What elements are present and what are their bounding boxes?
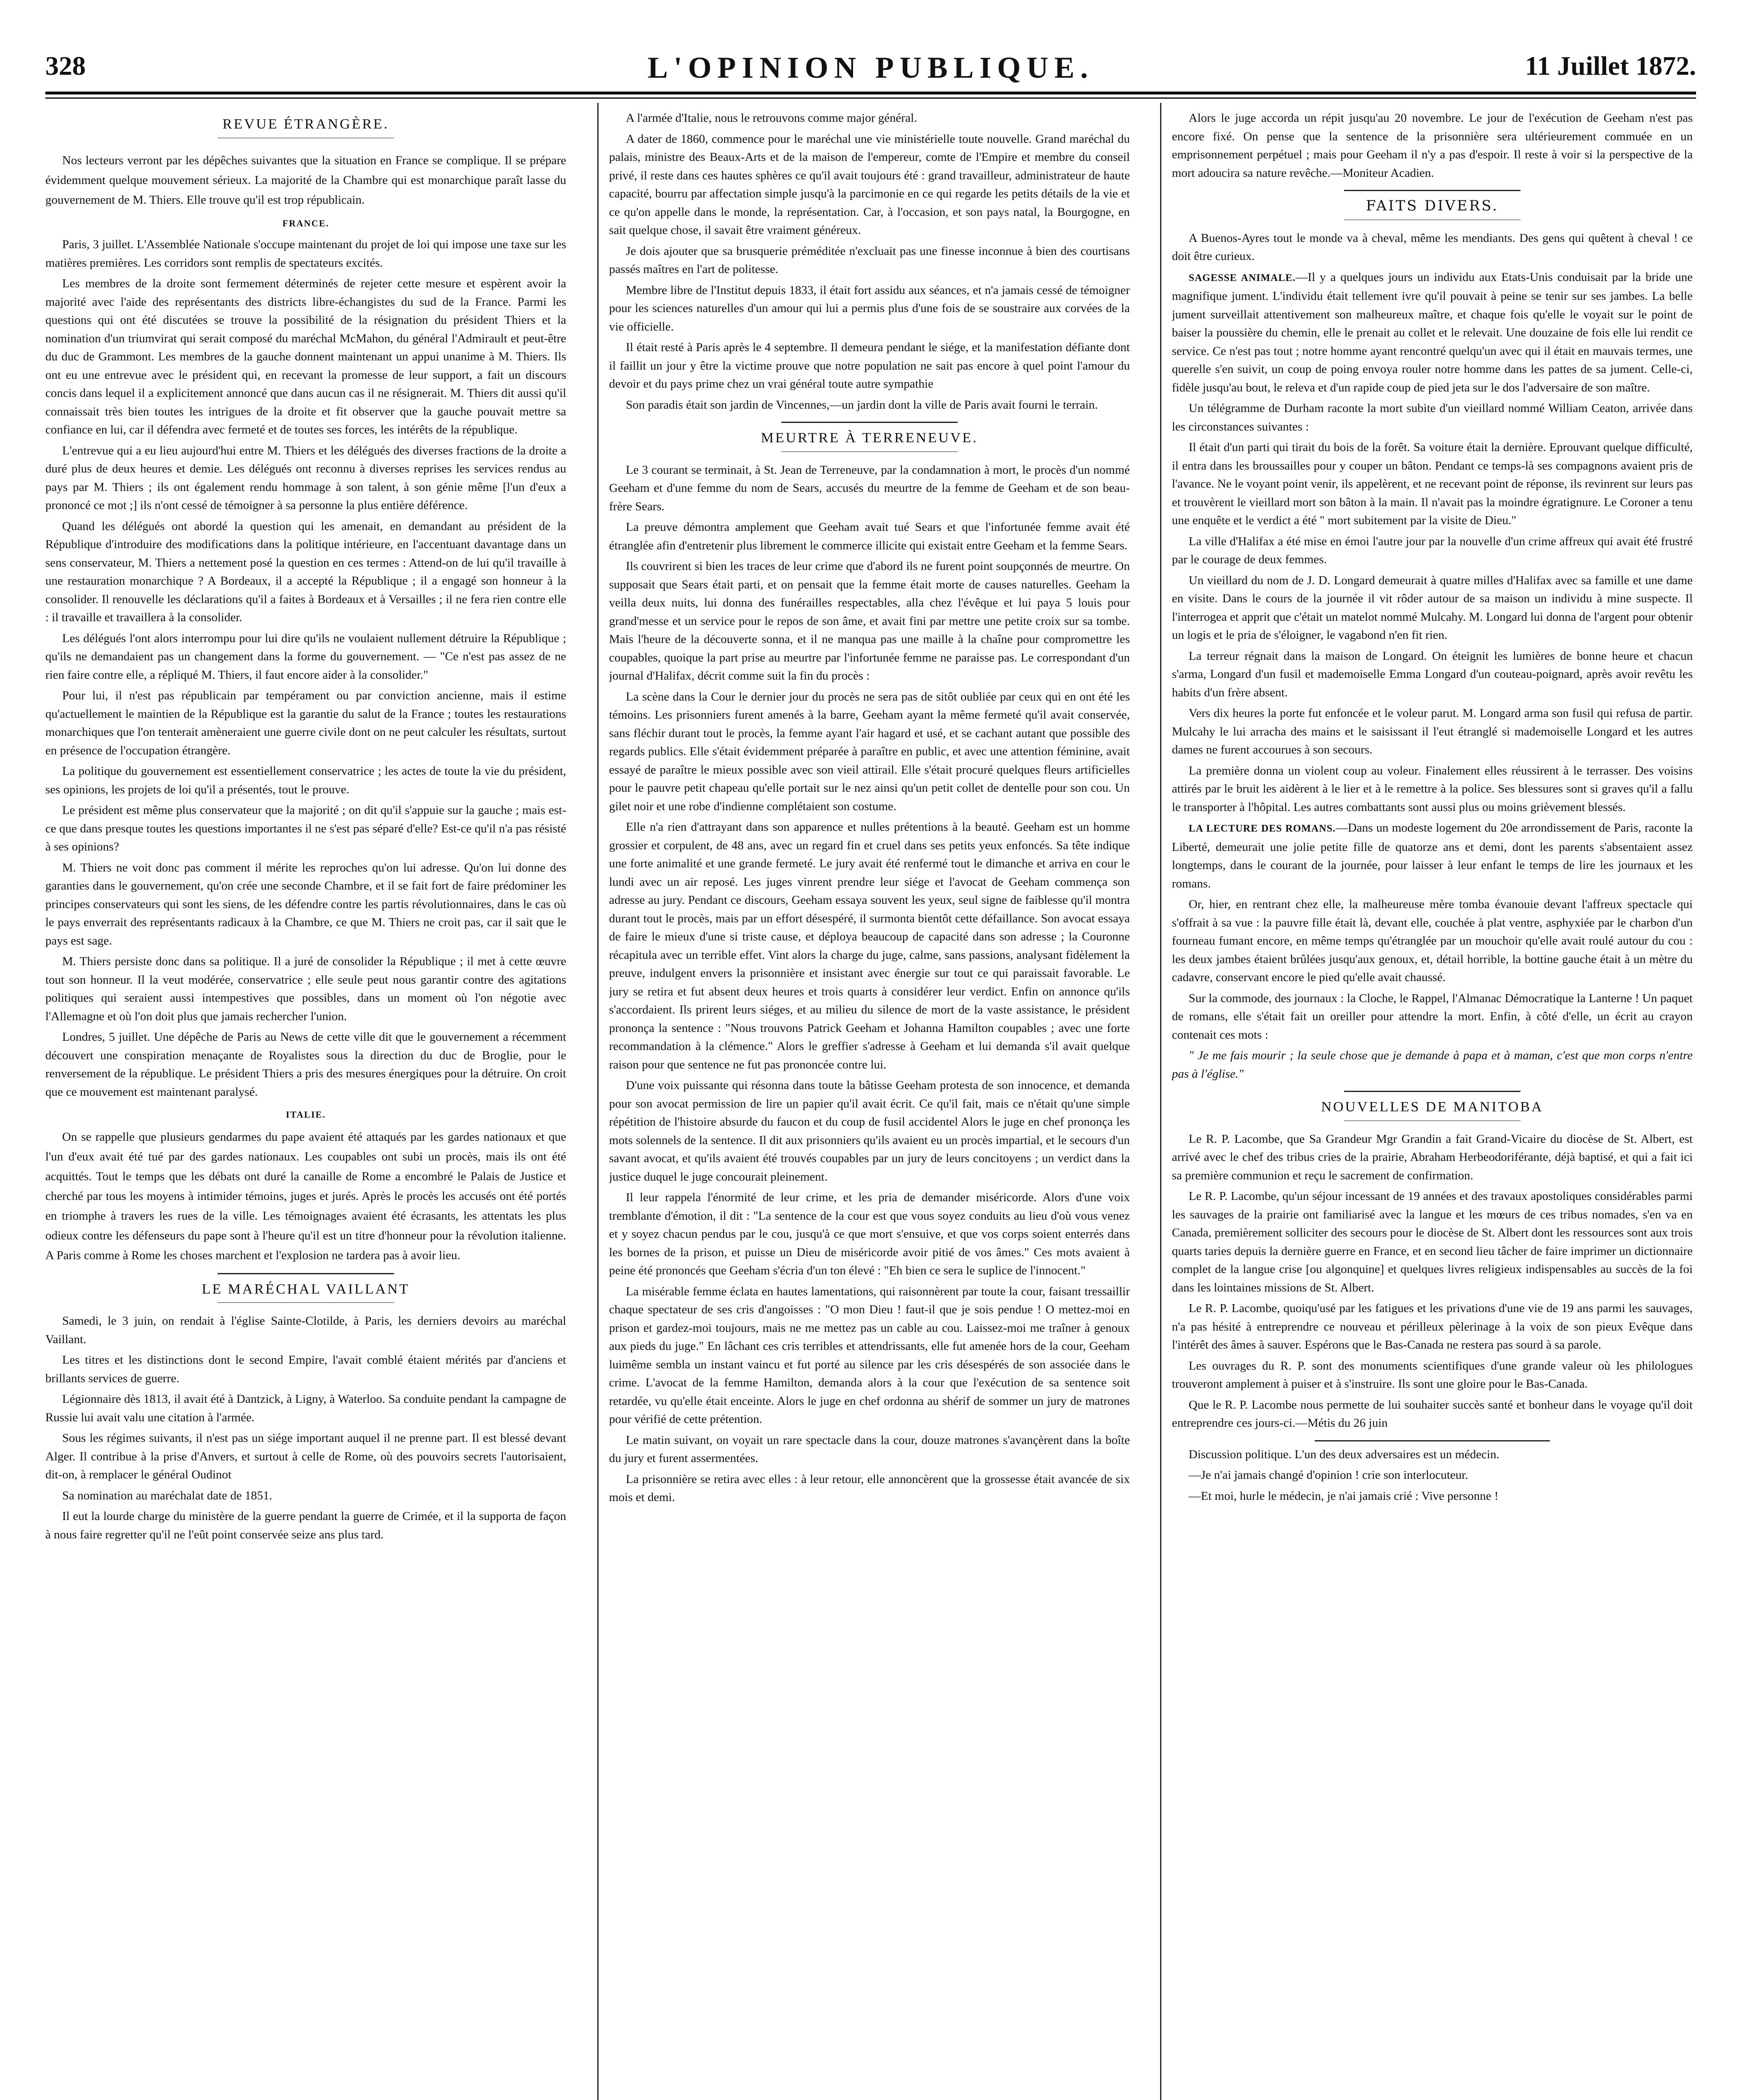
paragraph: Les ouvrages du R. P. sont des monuments scientifiques d'une grande valeur où les philologues trouveront amplement à puiser et à s'instruire. Ils sont une gloire pour le Bas-Canada.	[1172, 1359, 1693, 1391]
column-3	[1172, 109, 1693, 2100]
paragraph: Nos lecteurs verront par les dépêches suivantes que la situation en France se complique. Il se prépare évidemment quelque mouvement sérieux. La majorité de la Chambre qui est monarchique paraît lasse du gouvernement de M. Thiers. Elle trouve qu'il est trop républicain.	[45, 153, 566, 207]
paragraph: Il était d'un parti qui tirait du bois de la forêt. Sa voiture était la dernière. Eprouvant quelque difficulté, il entra dans les broussailles pour y couper un bâton. Pendant ce temps-là ses compagnons avaient pris de l'avance. Ne le voyant point venir, ils appelèrent, et ne recevant point de réponse, ils revinrent sur leurs pas et trouvèrent le vieillard mort son bâton à la main. Il n'avait pas la moindre égratignure. Le Coroner a tenu une enquête et le verdict a été " mort subitement par la visite de Dieu."	[1172, 441, 1693, 527]
paragraph: Son paradis était son jardin de Vincennes,—un jardin dont la ville de Paris avait fourni le terrain.	[626, 398, 1098, 412]
paragraph: Légionnaire dès 1813, il avait été à Dantzick, à Ligny, à Waterloo. Sa conduite pendant la campagne de Russie lui avait valu une citation à l'armée.	[45, 1392, 566, 1424]
section-title-manitoba: NOUVELLES DE MANITOBA	[1321, 1099, 1544, 1115]
paragraph: Sur la commode, des journaux : la Cloche, le Rappel, l'Almanac Démocratique la Lanterne ! Un paquet de romans, elle s'était fait un oreiller pour attendre la mort. Enfin, à côté d'elle, un écrit au crayon contenait ces mots :	[1172, 991, 1693, 1042]
column-1	[45, 109, 566, 2100]
column-2	[609, 109, 1130, 2100]
paragraph: Les titres et les distinctions dont le second Empire, l'avait comblé étaient mérités par d'anciens et brillants services de guerre.	[45, 1353, 566, 1385]
section-title-faits-divers: FAITS DIVERS.	[1366, 197, 1499, 214]
section-rule	[218, 1273, 394, 1274]
section-title-vaillant: LE MARÉCHAL VAILLANT	[202, 1281, 410, 1297]
section-rule	[1315, 1440, 1550, 1441]
subsection-title-france: FRANCE.	[282, 218, 329, 228]
paragraph: Quand les délégués ont abordé la question qui les amenait, en demandant au président de la République d'introduire des modifications dans la politique intérieure, en l'accentuant davantage dans un sens conservateur, M. Thiers a nettement posé la question en ces termes : Attend-on de lui qu'il travaille à une restauration monarchique ? A Bordeaux, il a accepté la République ; il a engagé son honneur à la consolider. Il renouvelle les déclarations qu'il a faites à Bordeaux et à Versailles ; il ne fera rien contre elle : il travaille et travaillera à la consolider.	[45, 519, 566, 624]
paragraph: La politique du gouvernement est essentiellement conservatrice ; les actes de toute la vie du président, ses opinions, les projets de loi qu'il a présentés, tout le prouve.	[45, 764, 566, 796]
paragraph: Un télégramme de Durham raconte la mort subite d'un vieillard nommé William Ceaton, arrivée dans les circonstances suivantes :	[1172, 402, 1693, 433]
paragraph: Le 3 courant se terminait, à St. Jean de Terreneuve, par la condamnation à mort, le procès d'un nommé Geeham et d'une femme du nom de Sears, accusés du meurtre de la femme de Geeham et de son beau-frère Sears.	[609, 463, 1130, 513]
page-number: 328	[45, 51, 86, 81]
paragraph: La prisonnière se retira avec elles : à leur retour, elle annoncèrent que la grossesse était avancée de six mois et demi.	[609, 1472, 1130, 1504]
paragraph: —Je n'ai jamais changé d'opinion ! crie son interlocuteur.	[1189, 1468, 1468, 1482]
paragraph	[1172, 819, 1693, 893]
paragraph: Vers dix heures la porte fut enfoncée et le voleur parut. M. Longard arma son fusil qui refusa de partir. Mulcahy le lui arracha des mains et le saisissant il l'eut étranglé si mademoiselle Longard et les autres dames ne furent accourues à son secours.	[1172, 706, 1693, 756]
paragraph: Le président est même plus conservateur que la majorité ; on dit qu'il s'appuie sur la gauche ; mais est-ce que dans presque toutes les questions importantes il ne s'est pas séparé d'elle? Est-ce qu'il n'a pas résisté à ses opinions?	[45, 803, 566, 853]
paragraph: Que le R. P. Lacombe nous permette de lui souhaiter succès santé et bonheur dans le voyage qu'il doit entreprendre ces jours-ci.—Métis du 26 juin	[1172, 1398, 1693, 1430]
section-title-meurtre: MEURTRE À TERRENEUVE.	[761, 430, 978, 446]
paragraph: La terreur régnait dans la maison de Longard. On éteignit les lumières de bonne heure et chacun s'arma, Longard d'un fusil et mademoiselle Emma Longard d'un couteau-poignard, après avoir revêtu les habits d'un frère absent.	[1172, 649, 1693, 699]
paragraph: Ils couvrirent si bien les traces de leur crime que d'abord ils ne furent point soupçonnés de meurtre. On supposait que Sears était parti, et on pensait que la femme était morte de causes naturelles. Geeham la veilla deux nuits, lui donna des funérailles respectables, alla chez l'évêque et lui paya 5 louis pour grand'messe et un service pour le repos de son âme, et avait fini par mettre une petite croix sur sa tombe. Mais l'heure de la découverte sonna, et il ne manqua pas une maille à la chaîne pour compromettre les coupables, quoique la part prise au meurtre par l'infortunée femme ne paraisse pas. Le correspondant d'un journal d'Halifax, décrit comme suit la fin du procès :	[609, 559, 1130, 682]
paragraph: Samedi, le 3 juin, on rendait à l'église Sainte-Clotilde, à Paris, les derniers devoirs au maréchal Vaillant.	[45, 1314, 566, 1346]
paragraph: La preuve démontra amplement que Geeham avait tué Sears et que l'infortunée femme avait été étranglée afin d'entretenir plus librement le commerce illicite qui existait entre Geeham et la femme Sears.	[609, 520, 1130, 552]
paragraph: La ville d'Halifax a été mise en émoi l'autre jour par la nouvelle d'un crime affreux qui avait été frustré par le courage de deux femmes.	[1172, 534, 1693, 566]
masthead-rule	[45, 92, 1696, 94]
paragraph: Pour lui, il n'est pas républicain par tempérament ou par conviction ancienne, mais il estime qu'actuellement le maintien de la République est la garantie du salut de la France ; toutes les restaurations monarchiques que l'on tenterait amèneraient une guerre civile dont on ne peut calculer les résultats, surtout en présence de l'occupation étrangère.	[45, 689, 566, 757]
paragraph: L'entrevue qui a eu lieu aujourd'hui entre M. Thiers et les délégués des diverses fractions de la droite a duré plus de deux heures et demie. Les délégués ont reconnu à diverses reprises les services rendus au pays par M. Thiers ; ils ont également rendu hommage à son talent, à son génie même [l'un d'eux a prononcé ce mot ;] ils n'ont cessé de témoigner à sa personne la plus entière déférence.	[45, 444, 566, 512]
masthead-rule-thin	[45, 97, 1696, 99]
paragraph: Or, hier, en rentrant chez elle, la malheureuse mère tomba évanouie devant l'affreux spectacle qui s'offrait à sa vue : la pauvre fille était là, devant elle, couchée à plat ventre, asphyxiée par le charbon d'un fourneau fumant encore, en même temps qu'étranglée par un mouchoir qu'elle avait roulé autour du cou : les deux jambes étaient brûlées jusqu'aux genoux, et, détail horrible, la bottine gauche était à un mètre du cadavre, conservant encore le pied qu'elle avait chaussé.	[1172, 898, 1693, 984]
subsection-title-italie: ITALIE.	[286, 1109, 326, 1120]
paragraph: Il eut la lourde charge du ministère de la guerre pendant la guerre de Crimée, et il la supporta de façon à nous faire regretter qu'il ne l'eût point conservée seize ans plus tard.	[45, 1509, 566, 1541]
quote: " Je me fais mourir ; la seule chose que je demande à papa et à maman, c'est que mon corps n'entre pas à l'église."	[1172, 1049, 1693, 1081]
paragraph: Le R. P. Lacombe, que Sa Grandeur Mgr Grandin a fait Grand-Vicaire du diocèse de St. Albert, est arrivé avec le chef des tribus cries de la prairie, Abraham Herbeodoriférante, déjà baptisé, et qui a fait ici sa première communion et reçu le sacrement de confirmation.	[1172, 1132, 1693, 1182]
paragraph: La misérable femme éclata en hautes lamentations, qui raisonnèrent par toute la cour, faisant tressaillir chaque spectateur de ses cris d'angoisses : "O mon Dieu ! faut-il que je sois pendue ! O mettez-moi en prison et gardez-moi toujours, mais ne me mettez pas un cable au cou. Laissez-moi me traîner à genoux aux pieds du juge." En lâchant ces cris terribles et attendrissants, elle fut amenée hors de la cour, Geeham luimême sembla un instant vaincu et fut porté au silence par les cris désespérés de son associée dans le crime. L'avocat de la femme Hamilton, demanda alors à la cour que l'exécution de sa sentence soit retardée, vu qu'elle était enceinte. Alors le juge en chef ordonna au shérif de sommer un jury de matrones pour vérifié de cette prétention.	[609, 1284, 1130, 1426]
section-title-revue: REVUE ÉTRANGÈRE.	[222, 116, 389, 132]
paragraph: Je dois ajouter que sa brusquerie préméditée n'excluait pas une finesse inconnue à bien des courtisans passés maîtres en l'art de politesse.	[609, 244, 1130, 276]
issue-date: 11 Juillet 1872.	[1525, 51, 1696, 81]
paragraph: La scène dans la Cour le dernier jour du procès ne sera pas de sitôt oubliée par ceux qui en ont été les témoins. Les prisonniers furent amenés à la barre, Geeham ayant la même fermeté qu'il avait conservée, sans fléchir durant tout le procès, la femme ayant l'air hagard et usé, et se cachant autant que possible des regards publics. Elle s'était évidemment préparée à paraître en public, et avec une attention féminine, avait essayé de paraître le mieux possible avec son vieil attirail. Elle s'était procuré quelques fleurs artificielles pour le pauvre petit chapeau qu'elle portait sur le nez ainsi qu'un petit collet de dentelle pour son cou. Un gilet noir et une robe d'indienne complétaient son costume.	[609, 690, 1130, 813]
paragraph: M. Thiers ne voit donc pas comment il mérite les reproches qu'on lui adresse. Qu'on lui donne des garanties dans le gouvernement, qu'on crée une seconde Chambre, et il se fait fort de faire prédominer les principes conservateurs qui sont les siens, de les défendre contre les partis révolutionnaires, dans le cas où le pays enverrait des représentants radicaux à la Chambre, ce que M. Thiers ne croit pas, car il sait que le pays est sage.	[45, 861, 566, 948]
column-divider	[1160, 103, 1161, 2100]
paragraph: Les membres de la droite sont fermement déterminés de rejeter cette mesure et espèrent avoir la majorité avec l'aide des représentants des districts libre-échangistes du sud de la France. Parmi les questions qui ont été discutées se trouve la possibilité de la résignation du président Thiers et la nomination d'un triumvirat qui serait composé du maréchal McMahon, du général l'Admirault et peut-être du duc de Grammont. Les membres de la gauche donnent maintenant un appui unanime à M. Thiers. Ils ont eu une entrevue avec le président qui, en recevant la promesse de leur support, a fait un discours concis dans lequel il a explicitement annoncé que dans aucun cas il ne résignerait. M. Thiers dit aussi qu'il connaissait très bien toutes les intrigues de la droite et fit observer que la gauche pouvait mettre sa confiance en lui, car il défendra avec fermeté et de toutes ses forces, les intérêts de la république.	[45, 277, 566, 436]
paragraph	[1172, 268, 1693, 397]
paragraph: Discussion politique. L'un des deux adversaires est un médecin.	[1189, 1447, 1499, 1461]
paragraph: Un vieillard du nom de J. D. Longard demeurait à quatre milles d'Halifax avec sa famille et une dame en visite. Dans le cours de la journée il vit rôder autour de sa maison un individu à mine suspecte. Il l'interrogea et apprit que c'était un matelot nommé Mulcahy. M. Longard lui donna de l'argent pour obtenir un logis et le pria de s'éloigner, le vagabond n'en fit rien.	[1172, 573, 1693, 642]
paragraph: Il était resté à Paris après le 4 septembre. Il demeura pendant le siége, et la manifestation défiante dont il faillit un jour y être la victime prouve que notre population ne sait pas encore à quel point l'amour du devoir et du pays prime chez un vrai général toute autre sympathie	[609, 341, 1130, 391]
paragraph: Elle n'a rien d'attrayant dans son apparence et nulles prétentions à la beauté. Geeham est un homme grossier et corpulent, de 48 ans, avec un regard fin et cruel dans ses petits yeux enfoncés. Sa tête indique une forte animalité et une grande fermeté. Le jury avait été renfermé tout le dimanche et arriva en cour le lundi avec un air reposé. Les juges vinrent prendre leur siége et l'avocat de Geeham commença son adresse au jury. Pendant ce discours, Geeham essaya souvent les yeux, seul signe de faiblesse qu'il montra durant tout le procès, mais par un effort désespéré, il surmonta bientôt cette défaillance. Son avocat essaya de faire le mieux d'une si triste cause, et déploya beaucoup de capacité dans son adresse ; la Couronne récapitula avec un terrible effet. Vint alors la charge du juge, calme, sans passions, analysant fidèlement la preuve, indulgent envers la prisonnière et insistant avec énergie sur tout ce qui paraissait favorable. Le jury se retira et fut absent deux heures et trois quarts à considérer leur verdict. Enfin on annonce qu'ils s'accordaient. Ils prirent leurs siéges, et au milieu du silence de mort de la vaste assistance, le président prononça la sentence : "Nous trouvons Patrick Geeham et Johanna Hamilton coupables ; avec une forte recommandation à la clémence." Alors le greffier s'adresse à Geeham et lui demanda s'il avait quelque raison pour que sentence ne fut pas prononcée contre lui.	[609, 820, 1130, 1071]
paragraph: Londres, 5 juillet. Une dépêche de Paris au News de cette ville dit que le gouvernement a récemment découvert une conspiration menaçante de Royalistes sous la direction du duc de Broglie, pour le renversement de la république. Le président Thiers a pris des mesures énergiques pour la détruire. On croit que ce mouvement est maintenant paralysé.	[45, 1030, 566, 1099]
paragraph: Le R. P. Lacombe, qu'un séjour incessant de 19 années et des travaux apostoliques considérables parmi les sauvages de la prairie ont familiarisé avec la langue et les mœurs de ces tribus nomades, s'en va en Canada, premièrement solliciter des secours pour le diocèse de St. Albert dont les ressources sont aux trois quarts taries depuis la dernière guerre en France, et en second lieu tâcher de faire imprimer un dictionnaire complet de la langue crise [ou algonquine] et quelques livres religieux indispensables au succès de la foi dans les lointaines missions de St. Albert.	[1172, 1189, 1693, 1294]
item-lead: SAGESSE ANIMALE.	[1189, 272, 1296, 284]
paragraph: —Et moi, hurle le médecin, je n'ai jamais crié : Vive personne !	[1189, 1489, 1499, 1503]
paragraph: Les délégués l'ont alors interrompu pour lui dire qu'ils ne voulaient nullement détruire la République ; qu'ils ne demandaient pas un changement dans la forme du gouvernement. — "Ce n'est pas assez de ne rien faire contre elle, a répliqué M. Thiers, il faut encore aider à la consolider."	[45, 631, 566, 682]
section-rule	[1344, 190, 1520, 191]
paragraph: D'une voix puissante qui résonna dans toute la bâtisse Geeham protesta de son innocence, et demanda pour son avocat permission de lire un papier qu'il avait écrit. Ce qu'il fait, mais ce n'était qu'une simple répétition de l'histoire absurde du faucon et du coup de fusil accidentel Alors le juge en chef prononça les mots solennels de la sentence. Il dit aux prisonniers qu'ils avaient eu un procès impartial, et le secours d'un savant avocat, et qu'ils avaient été trouvés coupables par un jury de leurs concitoyens ; un verdict dans la justice duquel le juge concourait pleinement.	[609, 1079, 1130, 1184]
newspaper-title: L'OPINION PUBLIQUE.	[647, 51, 1094, 84]
paragraph: A l'armée d'Italie, nous le retrouvons comme major général.	[626, 111, 917, 125]
section-rule	[1344, 1091, 1520, 1092]
section-rule	[781, 422, 958, 423]
paragraph: M. Thiers persiste donc dans sa politique. Il a juré de consolider la République ; il met à cette œuvre tout son honneur. Il la veut modérée, conservatrice ; elle seule peut nous garantir contre des agitations politiques qui seraient aussi intempestives que possibles, dans un moment où l'on négotie avec l'Allemagne et où l'on doit plus que jamais rechercher l'union.	[45, 955, 566, 1023]
paragraph: Le matin suivant, on voyait un rare spectacle dans la cour, douze matrones s'avançèrent dans la boîte du jury et furent assermentées.	[609, 1433, 1130, 1465]
masthead	[45, 50, 1696, 84]
paragraph: Sa nomination au maréchalat date de 1851.	[62, 1488, 273, 1502]
item-text: —Dans un modeste logement du 20e arrondissement de Paris, raconte la Liberté, demeurait une jolie petite fille de quatorze ans et demi, dont les parents s'absentaient assez longtemps, dans le courant de la journée, pour laisser à leur enfant le temps de lire les journaux et les romans.	[1172, 821, 1693, 890]
paragraph: La première donna un violent coup au voleur. Finalement elles réussirent à le terrasser. Des voisins attirés par le bruit les aidèrent à le lier et à le remettre à la police. Ses blessures sont si graves qu'il a fallu le transporter à l'hôpital. Les autres combattants sont aussi plus ou moins grièvement blessés.	[1172, 764, 1693, 814]
item-text: —Il y a quelques jours un individu aux Etats-Unis conduisait par la bride une magnifique jument. L'individu était tellement ivre qu'il pouvait à peine se tenir sur ses jambes. La belle jument surveillait attentivement son malheureux maître, et chaque fois qu'elle le voyait sur le point de baiser la poussière du chemin, elle le prenait au collet et le relevait. Une douzaine de fois elle lui rendit ce service. Ce n'est pas tout ; notre homme ayant rencontré quelqu'un avec qui il était en mauvais termes, une querelle s'en suivit, un coup de poing envoya rouler notre homme dans les pattes de sa jument. Celle-ci, fidèle jusqu'au bout, le releva et d'un rapide coup de pied jeta sur le dos l'adversaire de son maître.	[1172, 270, 1693, 394]
column-divider	[597, 103, 599, 2100]
paragraph: Paris, 3 juillet. L'Assemblée Nationale s'occupe maintenant du projet de loi qui impose une taxe sur les matières premières. Les corridors sont remplis de spectateurs excités.	[45, 238, 566, 270]
section-rule	[218, 1302, 394, 1303]
paragraph: On se rappelle que plusieurs gendarmes du pape avaient été attaqués par les gardes nationaux et que l'un d'eux avait été tué par des gardes nationaux. Les coupables ont subi un procès, mais ils ont été acquittés. Tout le temps que les débats ont duré la canaille de Rome a encombré le Palais de Justice et cherché par tous les moyens à intimider témoins, juges et jurés. Après le procès les accusés ont été portés en triomphe à travers les rues de la ville. Les témoignages avaient été écrasants, les attentats les plus odieux contre les défenseurs du pape sont à l'heure qu'il est un titre d'honneur pour la révolution italienne. A Paris comme à Rome les choses marchent et l'explosion ne tardera pas à avoir lieu.	[45, 1130, 566, 1262]
paragraph: Sous les régimes suivants, il n'est pas un siége important auquel il ne prenne part. Il est blessé devant Alger. Il contribue à la prise d'Anvers, et surtout à celle de Rome, où des pouvoirs secrets l'autorisaient, dit-on, à remplacer le général Oudinot	[45, 1431, 566, 1481]
paragraph: A Buenos-Ayres tout le monde va à cheval, même les mendiants. Des gens qui quêtent à cheval ! ce doit être curieux.	[1172, 231, 1693, 263]
paragraph: A dater de 1860, commence pour le maréchal une vie ministérielle toute nouvelle. Grand maréchal du palais, ministre des Beaux-Arts et de la maison de l'empereur, comte de l'Empire et membre du conseil privé, il reste dans ces hautes sphères ce qu'il avait toujours été : grand travailleur, administrateur de haute capacité, bourru par affectation simple jusqu'à la parcimonie en ce qui regarde les petits détails de la vie et ce qu'on appelle dans le monde, la représentation. Car, à l'occasion, et son pays natal, la Bourgogne, en sait quelque chose, il savait être vraiment généreux.	[609, 132, 1130, 237]
paragraph: Alors le juge accorda un répit jusqu'au 20 novembre. Le jour de l'exécution de Geeham n'est pas encore fixé. On pense que la sentence de la prisonnière sera ultérieurement commuée en un emprisonnement perpétuel ; mais pour Geeham il n'y a pas d'espoir. Il reste à voir si la perspective de la mort adoucira sa nature revêche.—Moniteur Acadien.	[1172, 111, 1693, 180]
paragraph: Le R. P. Lacombe, quoiqu'usé par les fatigues et les privations d'une vie de 19 ans parmi les sauvages, n'a pas hésité à entreprendre ce nouveau et périlleux pèlerinage à la voix de son pieux Evêque dans l'intérêt des âmes à sauver. Espérons que le Bas-Canada ne restera pas sourd à sa parole.	[1172, 1302, 1693, 1352]
paragraph: Membre libre de l'Institut depuis 1833, il était fort assidu aux séances, et n'a jamais cessé de témoigner pour les sciences naturelles d'un amour qui lui a permis plus d'une fois de se soustraire aux corvées de la vie officielle.	[609, 283, 1130, 333]
item-lead: LA LECTURE DES ROMANS.	[1189, 823, 1336, 834]
paragraph: Il leur rappela l'énormité de leur crime, et les pria de demander miséricorde. Alors d'une voix tremblante d'émotion, il dit : "La sentence de la cour est que vous soyez conduits au lieu d'où vous venez et y soyez chacun pendus par le cou, jusqu'à ce que mort s'ensuive, et que vos corps soient enterrés dans les bornes de la prison, et puisse un Dieu de miséricorde avoir pitié de vos âmes." Ces mots avaient à peine été prononcés que Geeham s'écria d'un ton élevé : "Eh bien ce sera le suplice de l'innocent."	[609, 1191, 1130, 1277]
